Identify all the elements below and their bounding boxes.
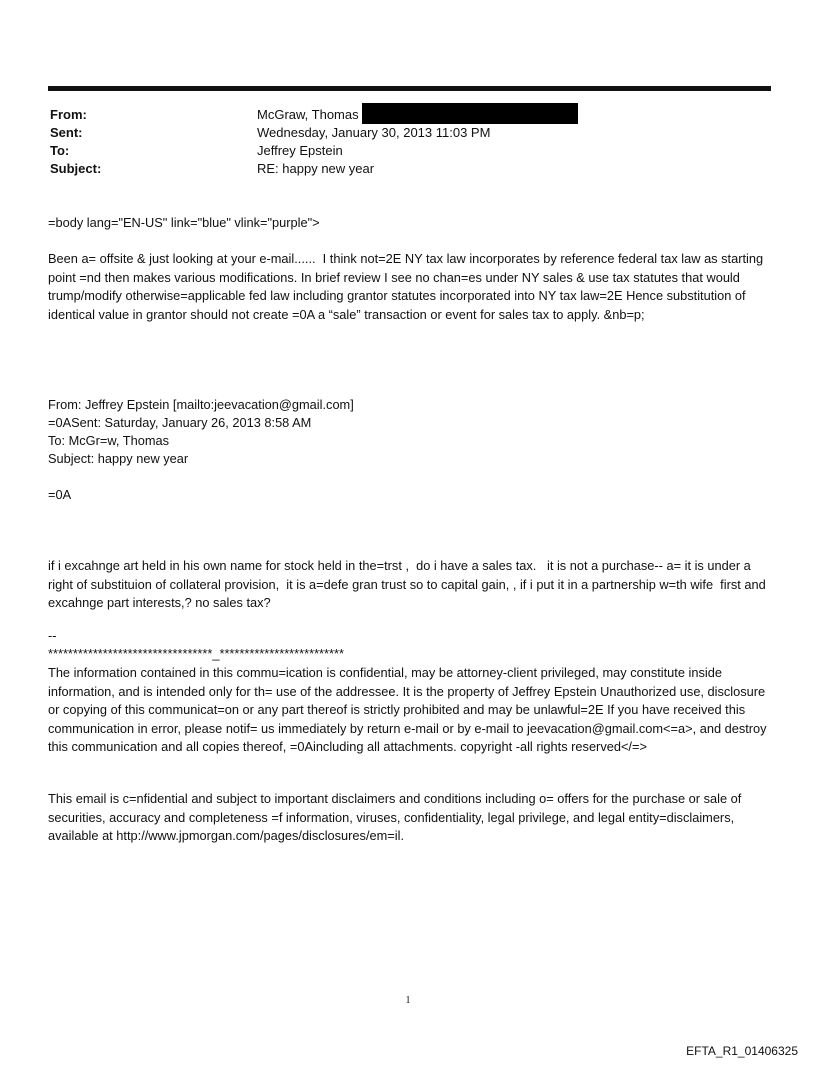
from-value: McGraw, Thomas [257,107,359,122]
sent-label: Sent: [50,125,83,140]
subject-value: RE: happy new year [257,161,375,176]
from-label: From: [50,107,87,122]
header-rule [48,86,771,91]
page-number: 1 [405,995,411,1006]
html-artifact-line: =body lang="EN-US" link="blue" vlink="purple"> [48,215,320,230]
quoted-subject-line: Subject: happy new year [48,451,189,466]
reply-paragraph: Been a= offsite & just looking at your e-mail...... I think not=2E NY tax law incorporates by reference federal tax law as starting point =nd then makes various modifications. In brief review I see no chan=es under NY sales & use tax statutes that would trump/modify otherwise=applicable fed law including grantor statutes incorporated into NY tax law=2E Hence substitution of identical value in grantor should not create =0A a “sale” transaction or event for sales tax to apply. &nb=p; [48,251,767,322]
sent-value: Wednesday, January 30, 2013 11:03 PM [257,125,491,140]
redaction-block [362,103,578,124]
signature-dashes: -- [48,628,57,643]
subject-label: Subject: [50,161,102,176]
quoted-sent-line: =0ASent: Saturday, January 26, 2013 8:58 AM [48,415,312,430]
bates-number: EFTA_R1_01406325 [686,1044,798,1058]
artifact-0a-line: =0A [48,487,72,502]
quoted-to-line: To: McGr=w, Thomas [48,433,170,448]
quoted-from-line: From: Jeffrey Epstein [mailto:jeevacation@gmail.com] [48,397,354,412]
to-label: To: [50,143,70,158]
to-value: Jeffrey Epstein [257,143,343,158]
confidentiality-paragraph: The information contained in this commu=ication is confidential, may be attorney-client privileged, may constitute inside information, and is intended only for th= use of the addressee. It is the property of Jeffrey Epstein Unauthorized use, disclosure or copying of this communicat=on or any part thereof is strictly prohibited and may be unlawful=2E If you have received this communication in error, please notif= us immediately by return e-mail or by e-mail to jeevacation@gmail.com<=a>, and destroy this communication and all copies thereof, =0Aincluding all attachments. copyright -all rights reserved</=> [48,665,771,755]
question-paragraph: if i excahnge art held in his own name for stock held in the=trst , do i have a sales tax. it is not a purchase-- a= it is under a right of substituion of collateral provision, it is a=defe gran trust so to capital gain, , if i put it in a partnership w=th wife first and excahnge part interests,? no sales tax? [48,558,770,611]
disclaimer-paragraph: This email is c=nfidential and subject to important disclaimers and conditions including o= offers for the purchase or sale of securities, accuracy and completeness =f information, viruses, confidentiality, legal privilege, and legal entity=disclaimers, available at http://www.jpmorgan.com/pages/disclosures/em=il. [48,791,745,844]
signature-stars: *********************************_************************* [48,646,344,661]
